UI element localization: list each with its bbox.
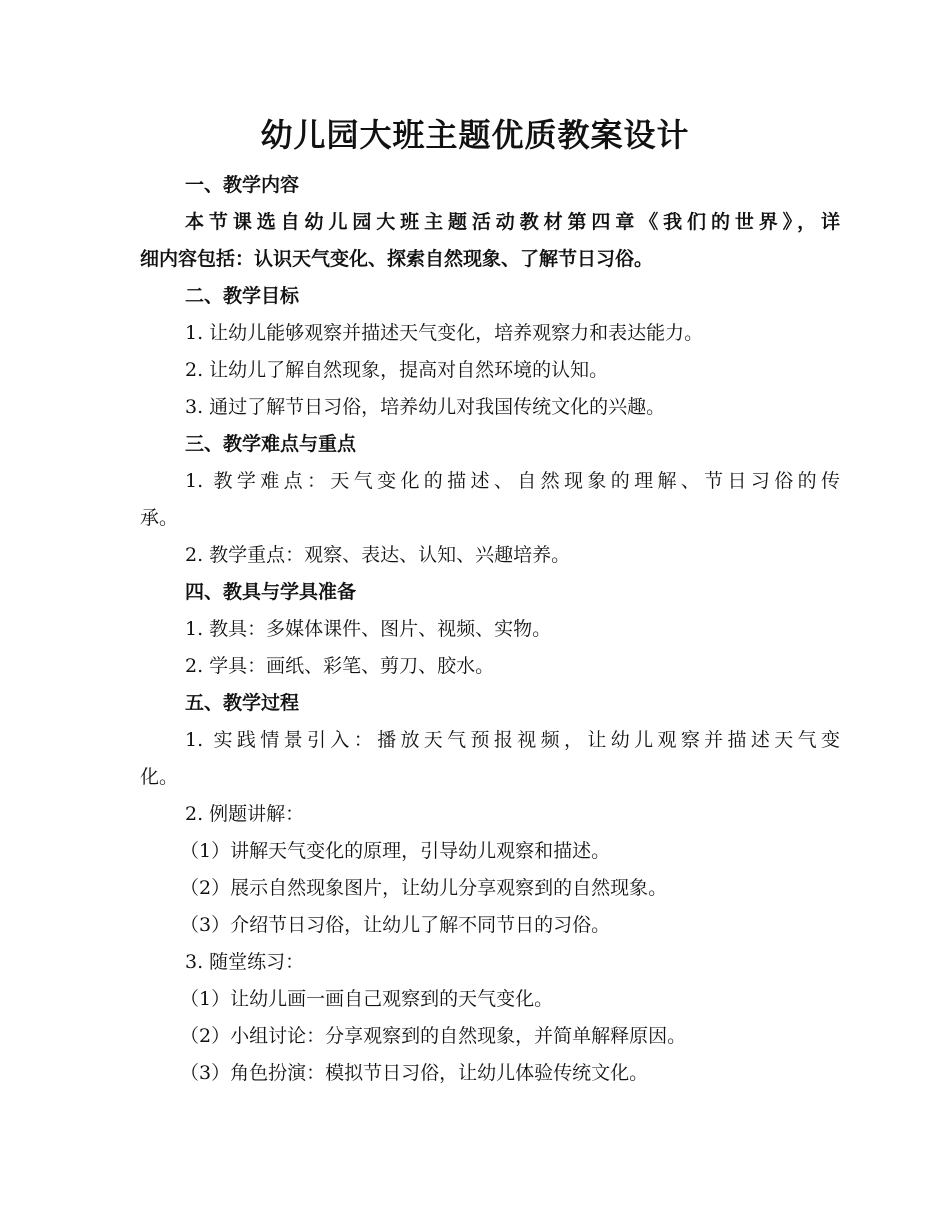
objective-item-2: 2. 让幼儿了解自然现象，提高对自然环境的认知。 (185, 359, 609, 381)
section-heading-materials: 四、教具与学具准备 (185, 581, 357, 603)
process-sub-item-3-3: （3）角色扮演：模拟节日习俗，让幼儿体验传统文化。 (180, 1062, 649, 1084)
difficulty-item-line-1: 1. 教学难点：天气变化的描述、自然现象的理解、节日习俗的传 (185, 470, 840, 492)
section-heading-objectives: 二、教学目标 (185, 285, 300, 307)
process-item-2: 2. 例题讲解： (185, 803, 305, 825)
materials-student-item: 2. 学具：画纸、彩笔、剪刀、胶水。 (185, 655, 495, 677)
content-paragraph-line-1: 本节课选自幼儿园大班主题活动教材第四章《我们的世界》，详 (185, 211, 840, 233)
materials-teacher-item: 1. 教具：多媒体课件、图片、视频、实物。 (185, 618, 552, 640)
process-sub-item-2-1: （1）讲解天气变化的原理，引导幼儿观察和描述。 (180, 840, 611, 862)
objective-item-1: 1. 让幼儿能够观察并描述天气变化，培养观察力和表达能力。 (185, 322, 704, 344)
process-sub-item-2-3: （3）介绍节日习俗，让幼儿了解不同节日的习俗。 (180, 914, 611, 936)
objective-item-3: 3. 通过了解节日习俗，培养幼儿对我国传统文化的兴趣。 (185, 396, 666, 418)
process-sub-item-3-1: （1）让幼儿画一画自己观察到的天气变化。 (180, 988, 554, 1010)
process-sub-item-3-2: （2）小组讨论：分享观察到的自然现象，并简单解释原因。 (180, 1025, 687, 1047)
process-item-3: 3. 随堂练习： (185, 951, 305, 973)
key-point-item: 2. 教学重点：观察、表达、认知、兴趣培养。 (185, 544, 571, 566)
section-heading-content: 一、教学内容 (185, 174, 300, 196)
content-paragraph-line-2: 细内容包括：认识天气变化、探索自然现象、了解节日习俗。 (140, 248, 654, 270)
process-sub-item-2-2: （2）展示自然现象图片，让幼儿分享观察到的自然现象。 (180, 877, 668, 899)
page-title: 幼儿园大班主题优质教案设计 (260, 116, 690, 154)
difficulty-item-line-2: 承。 (140, 507, 179, 529)
section-heading-key-points: 三、教学难点与重点 (185, 433, 357, 455)
section-heading-process: 五、教学过程 (185, 692, 300, 714)
process-item-1-line-1: 1. 实践情景引入：播放天气预报视频，让幼儿观察并描述天气变 (185, 729, 840, 751)
process-item-1-line-2: 化。 (140, 766, 179, 788)
